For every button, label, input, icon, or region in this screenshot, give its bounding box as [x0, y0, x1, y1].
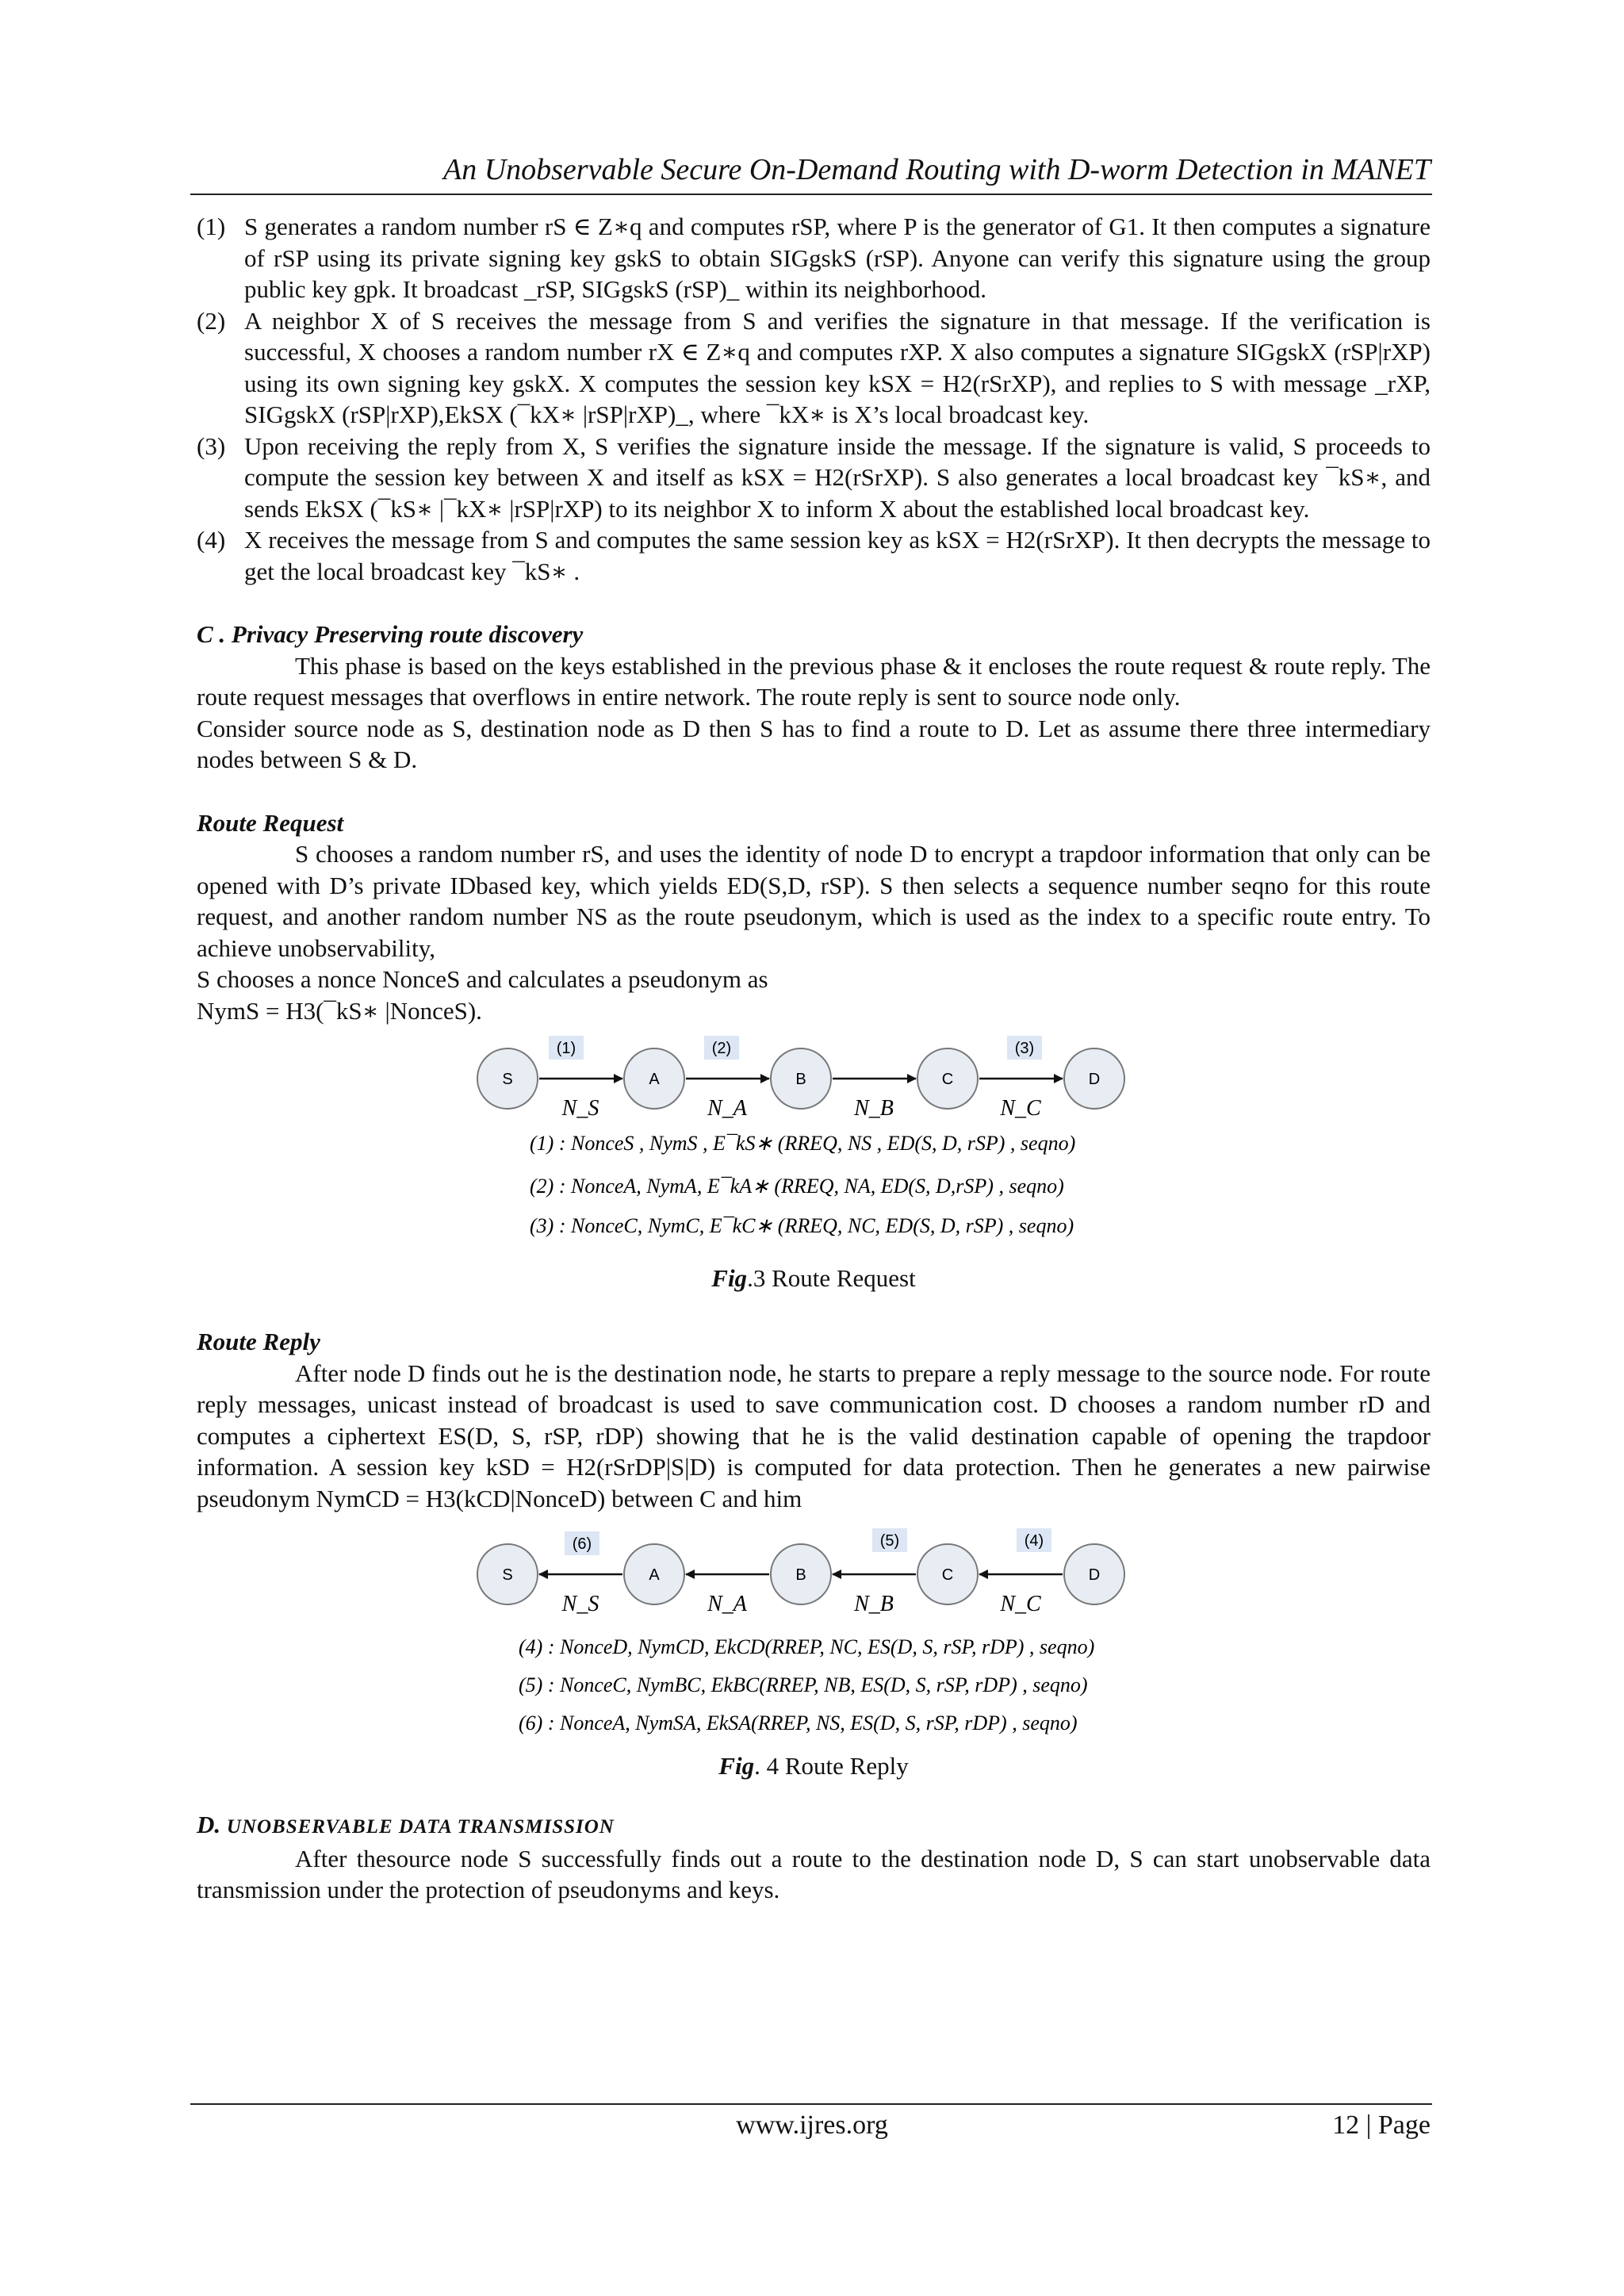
message-line: (4) : NonceD, NymCD, EkCD(RREP, NC, ES(D, S, rSP, rDP) , seqno) — [519, 1635, 1095, 1658]
figure-caption — [197, 1750, 1431, 1782]
running-header: An Unobservable Secure On-Demand Routing with D-worm Detection in MANET — [442, 153, 1431, 186]
step-tag: (4) — [1024, 1532, 1044, 1550]
message-line: (6) : NonceA, NymSA, EkSA(RREP, NS, ES(D, S, rSP, rDP) , seqno) — [519, 1711, 1078, 1734]
page-content — [197, 211, 1431, 1906]
footer-site: www.ijres.org — [736, 2110, 888, 2140]
route-request-paragraph: S chooses a random number rS, and uses the identity of node D to encrypt a trapdoor information that only can be opened with D’s private IDbased key, which yields ED(S,D, rSP). S then selects a sequence number seqno for this route request, and another random number NS as the route pseudonym, which is used as the index to a specific route entry. To achieve unobservability, — [197, 840, 1431, 962]
step-tag: (1) — [556, 1040, 576, 1057]
route-reply-diagram — [197, 1520, 1431, 1750]
step-number: (1) — [197, 213, 226, 240]
section-c-heading: C . Privacy Preserving route discovery — [197, 620, 584, 648]
section-d-title: UNOBSERVABLE DATA TRANSMISSION — [226, 1816, 615, 1838]
edge-label: N_S — [561, 1096, 599, 1121]
route-request-formula: NymS = H3(¯kS∗ |NonceS). — [197, 996, 482, 1025]
route-request-line: S chooses a nonce NonceS and calculates a pseudonym as — [197, 965, 768, 993]
section-d-heading — [197, 1809, 1431, 1843]
caption-label: Fig — [711, 1264, 748, 1292]
node-label: S — [502, 1071, 513, 1088]
step-2 — [197, 305, 1431, 431]
section-c-paragraph: This phase is based on the keys established in the previous phase & it encloses the route request & route reply. The route request messages that overflows in entire network. The route reply is sent to source node only. — [197, 651, 1431, 711]
step-text: A neighbor X of S receives the message from S and verifies the signature in that message. If the verification is successful, X chooses a random number rX ∈ Z∗q and computes rXP. X also computes a signature SIGgskX (rSP|rXP) using its own signing key gskX. X computes the session key kSX = H2(rSrXP), and replies to S with message _rXP, SIGgskX (rSP|rXP),EkSX (¯kX∗ |rSP|rXP)_, where ¯kX∗ is X’s local broadcast key. — [244, 306, 1431, 428]
step-number: (4) — [197, 526, 226, 554]
node-label: A — [649, 1566, 660, 1584]
node-label: C — [941, 1566, 954, 1584]
node-label: S — [502, 1566, 513, 1584]
edge-label: N_A — [707, 1096, 747, 1121]
node-label: B — [795, 1566, 806, 1584]
section-d-letter: D. — [197, 1811, 221, 1838]
step-1 — [197, 211, 1431, 305]
edge-label: N_C — [1000, 1592, 1041, 1616]
figure-route-reply — [197, 1520, 1431, 1782]
section-c-paragraph-2: Consider source node as S, destination node as D then S has to find a route to D. Let as assume there three intermediary nodes between S & D. — [197, 714, 1431, 773]
step-tag: (6) — [572, 1535, 592, 1553]
step-4 — [197, 524, 1431, 587]
step-text: X receives the message from S and computes the same session key as kSX = H2(rSrXP). It then decrypts the message to get the local broadcast key ¯kS∗ . — [244, 526, 1431, 585]
route-reply-paragraph: After node D finds out he is the destination node, he starts to prepare a reply message to the source node. For route reply messages, unicast instead of broadcast is used to save communication cost. D chooses a random number rD and computes a ciphertext ES(D, S, rSP, rDP) showing that he is the valid destination capable of opening the trapdoor information. A session key kSD = H2(rSrDP|S|D) is computed for data protection. Then he generates a new pairwise pseudonym NymCD = H3(kCD|NonceD) between C and him — [197, 1359, 1431, 1512]
node-label: C — [941, 1071, 954, 1088]
caption-text: . 4 Route Reply — [754, 1752, 909, 1780]
message-line: (5) : NonceC, NymBC, EkBC(RREP, NB, ES(D, S, rSP, rDP) , seqno) — [519, 1673, 1088, 1696]
edge-label: N_B — [854, 1592, 894, 1616]
node-label: A — [649, 1071, 660, 1088]
header-rule — [190, 194, 1432, 195]
step-3 — [197, 431, 1431, 525]
edge-label: N_S — [561, 1592, 599, 1616]
route-request-diagram — [197, 1033, 1431, 1263]
step-text: Upon receiving the reply from X, S verifies the signature inside the message. If the signature is valid, S proceeds to compute the session key between X and itself as kSX = H2(rSrXP). S also generates a local broadcast key ¯kS∗, and sends EkSX (¯kS∗ |¯kX∗ |rSP|rXP) to its neighbor X to inform X about the established local broadcast key. — [244, 431, 1431, 523]
node-label: B — [795, 1071, 806, 1088]
message-line: (2) : NonceA, NymA, E¯kA∗ (RREQ, NA, ED(S, D,rSP) , seqno) — [530, 1175, 1064, 1198]
footer-rule — [190, 2103, 1432, 2105]
message-line: (1) : NonceS , NymS , E¯kS∗ (RREQ, NS , ED(S, D, rSP) , seqno) — [530, 1132, 1076, 1155]
section-d-paragraph: After thesource node S successfully finds out a route to the destination node D, S can start unobservable data transmission under the protection of pseudonyms and keys. — [197, 1844, 1431, 1903]
step-tag: (3) — [1014, 1040, 1035, 1057]
figure-caption — [197, 1263, 1431, 1294]
edge-label: N_B — [854, 1096, 894, 1121]
route-reply-heading: Route Reply — [197, 1328, 320, 1355]
node-label: D — [1088, 1071, 1101, 1088]
step-text: S generates a random number rS ∈ Z∗q and computes rSP, where P is the generator of G1. It then computes a signature of rSP using its private signing key gskS to obtain SIGgskS (rSP). Anyone can verify this signature using the group public key gpk. It broadcast _rSP, SIGgskS (rSP)_ within its neighborhood. — [244, 213, 1431, 303]
edge-label: N_A — [707, 1592, 747, 1616]
step-tag: (2) — [711, 1040, 732, 1057]
step-number: (2) — [197, 306, 226, 335]
edge-label: N_C — [1000, 1096, 1041, 1121]
figure-route-request — [197, 1033, 1431, 1294]
caption-label: Fig — [718, 1752, 755, 1780]
step-tag: (5) — [879, 1532, 900, 1550]
message-line: (3) : NonceC, NymC, E¯kC∗ (RREQ, NC, ED(S, D, rSP) , seqno) — [530, 1214, 1074, 1237]
route-request-heading: Route Request — [197, 808, 344, 837]
step-number: (3) — [197, 431, 226, 460]
node-label: D — [1088, 1566, 1101, 1584]
caption-text: .3 Route Request — [747, 1264, 916, 1292]
footer-page-number: 12 | Page — [1332, 2110, 1431, 2140]
